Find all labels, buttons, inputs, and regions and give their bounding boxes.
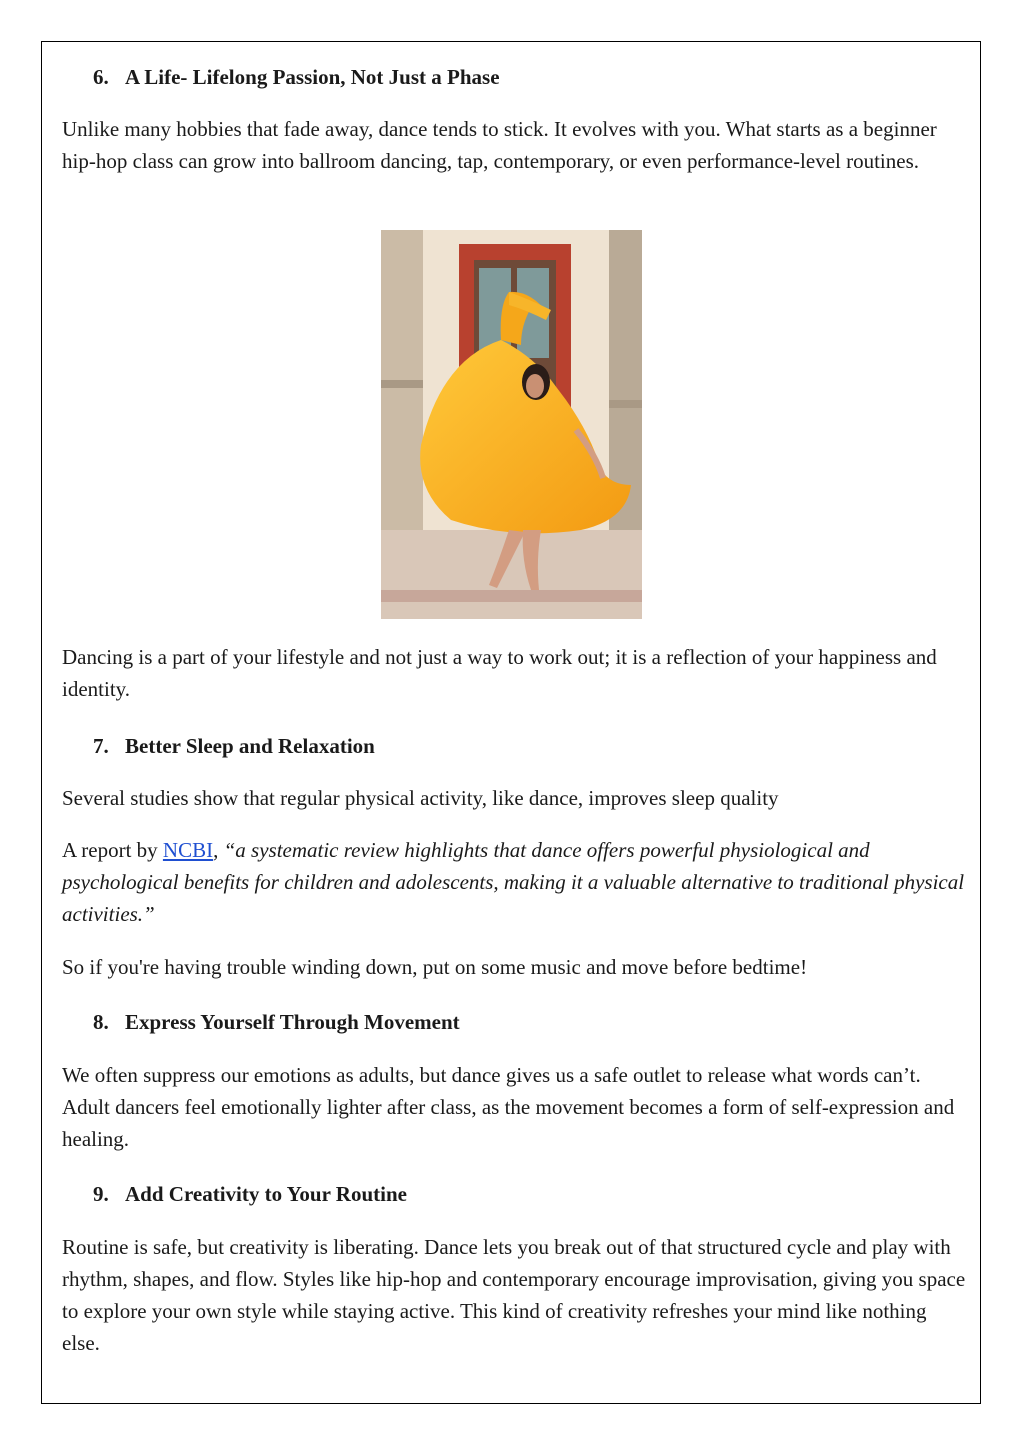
heading-text: A Life- Lifelong Passion, Not Just a Phase (125, 65, 500, 89)
heading-7 (93, 732, 375, 760)
paragraph-7: Several studies show that regular physical activity, like dance, improves sleep quality (62, 786, 779, 810)
paragraph-6-after-image: Dancing is a part of your lifestyle and not just a way to work out; it is a reflection of your happiness and identity. (62, 645, 937, 701)
paragraph-9: Routine is safe, but creativity is liberating. Dance lets you break out of that structured cycle and play with rhythm, shapes, and flow. Styles like hip-hop and contemporary encourage improvisation, giving you space to explore your own style while staying active. This kind of creativity refreshes your mind like nothing else. (62, 1235, 966, 1355)
heading-text: Better Sleep and Relaxation (125, 734, 375, 758)
heading-8 (93, 1008, 460, 1036)
heading-number: 9. (93, 1182, 109, 1206)
heading-text: Express Yourself Through Movement (125, 1010, 460, 1034)
heading-number: 6. (93, 65, 109, 89)
document-page (41, 41, 981, 1404)
ncbi-link[interactable]: NCBI (162, 838, 214, 862)
dancer-photo (381, 230, 642, 619)
heading-9 (93, 1180, 407, 1208)
report-prefix: A report by (62, 838, 163, 862)
paragraph-6: Unlike many hobbies that fade away, dance tends to stick. It evolves with you. What starts as a beginner hip-hop class can grow into ballroom dancing, tap, contemporary, or even performance-level routines. (62, 117, 937, 173)
heading-6 (93, 63, 500, 91)
paragraph-7-closing: So if you're having trouble winding down, put on some music and move before bedtime! (62, 955, 808, 979)
report-comma: , (213, 838, 224, 862)
heading-number: 7. (93, 734, 109, 758)
report-paragraph (62, 834, 967, 930)
heading-number: 8. (93, 1010, 109, 1034)
report-quote: “a systematic review highlights that dance offers powerful physiological and psychological benefits for children and adolescents, making it a valuable alternative to traditional physical activities.” (62, 838, 965, 926)
paragraph-8: We often suppress our emotions as adults, but dance gives us a safe outlet to release what words can’t. Adult dancers feel emotionally lighter after class, as the movement becomes a form of self-expression and healing. (62, 1063, 955, 1151)
heading-text: Add Creativity to Your Routine (125, 1182, 407, 1206)
